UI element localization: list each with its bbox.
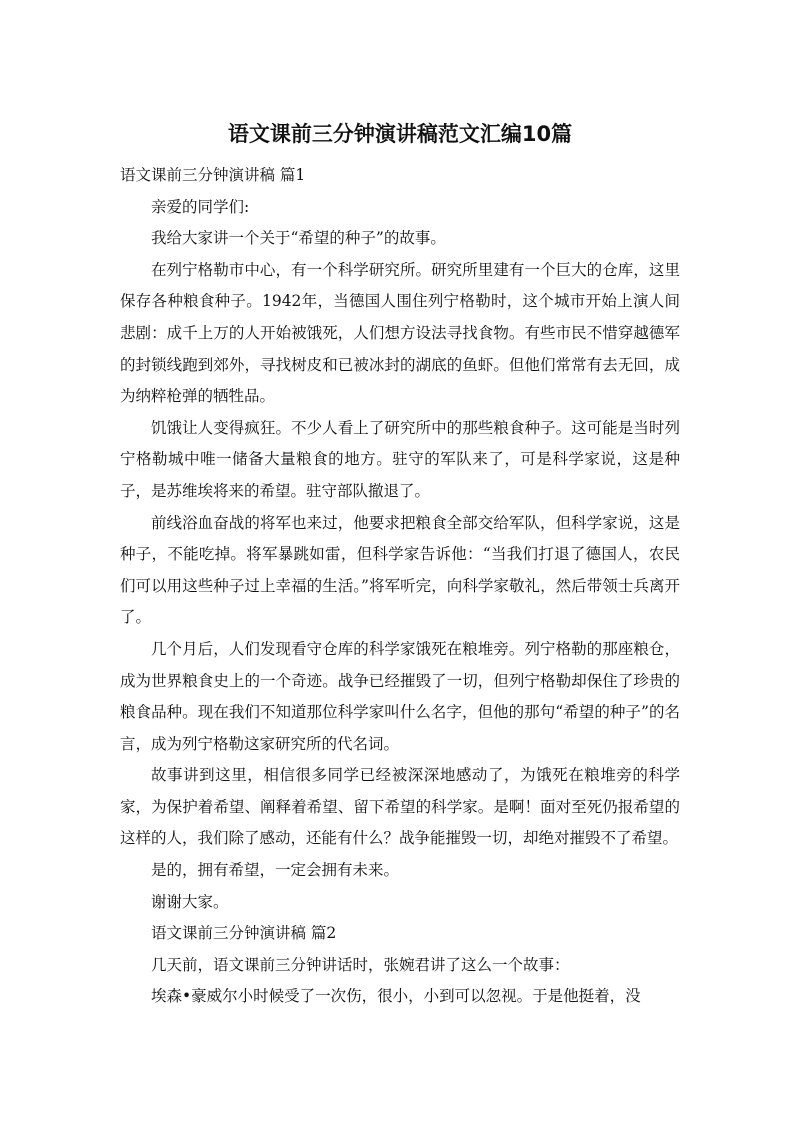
paragraph-greeting: 亲爱的同学们: xyxy=(151,197,250,216)
paragraph: 埃森•豪威尔小时候受了一次伤，很小，小到可以忽视。于是他挺着，没 xyxy=(151,987,641,1006)
paragraph: 几个月后，人们发现看守仓库的科学家饿死在粮堆旁。列宁格勒的那座粮仓，成为世界粮食史上的一个奇迹。战争已经摧毁了一切，但列宁格勒却保住了珍贵的粮食品种。现在我们不知道那位科学家叫什么名字，但他的那句“希望的种子”的名言，成为列宁格勒这家研究所的代名词。 xyxy=(120,639,680,753)
paragraph: 故事讲到这里，相信很多同学已经被深深地感动了，为饿死在粮堆旁的科学家，为保护着希望、阐释着希望、留下希望的科学家。是啊！面对至死仍报希望的这样的人，我们除了感动，还能有什么？战争能摧毁一切，却绝对摧毁不了希望。 xyxy=(120,766,680,848)
section-heading: 语文课前三分钟演讲稿 篇1 xyxy=(120,166,306,184)
section-heading: 语文课前三分钟演讲稿 篇2 xyxy=(151,924,337,943)
document-body xyxy=(120,160,680,1013)
paragraph-closing: 谢谢大家。 xyxy=(151,892,229,911)
paragraph: 在列宁格勒市中心，有一个科学研究所。研究所里建有一个巨大的仓库，这里保存各种粮食种子。1942年，当德国人围住列宁格勒时，这个城市开始上演人间悲剧：成千上万的人开始被饿死，人们想方设法寻找食物。有些市民不惜穿越德军的封锁线跑到郊外，寻找树皮和已被冰封的湖底的鱼虾。但他们常常有去无回，成为纳粹枪弹的牺牲品。 xyxy=(120,260,680,406)
paragraph: 前线浴血奋战的将军也来过，他要求把粮食全部交给军队，但科学家说，这是种子，不能吃掉。将军暴跳如雷，但科学家告诉他：“当我们打退了德国人，农民们可以用这些种子过上幸福的生活。”将军听完，向科学家敬礼，然后带领士兵离开了。 xyxy=(120,513,680,627)
paragraph: 几天前，语文课前三分钟讲话时，张婉君讲了这么一个故事： xyxy=(151,955,570,974)
document-title: 语文课前三分钟演讲稿范文汇编10篇 xyxy=(227,122,573,146)
paragraph: 是的，拥有希望，一定会拥有未来。 xyxy=(151,861,400,880)
paragraph-intro: 我给大家讲一个关于“希望的种子”的故事。 xyxy=(151,229,446,248)
paragraph: 饥饿让人变得疯狂。不少人看上了研究所中的那些粮食种子。这可能是当时列宁格勒城中唯一储备大量粮食的地方。驻守的军队来了，可是科学家说，这是种子，是苏维埃将来的希望。驻守部队撤退了。 xyxy=(120,418,680,500)
